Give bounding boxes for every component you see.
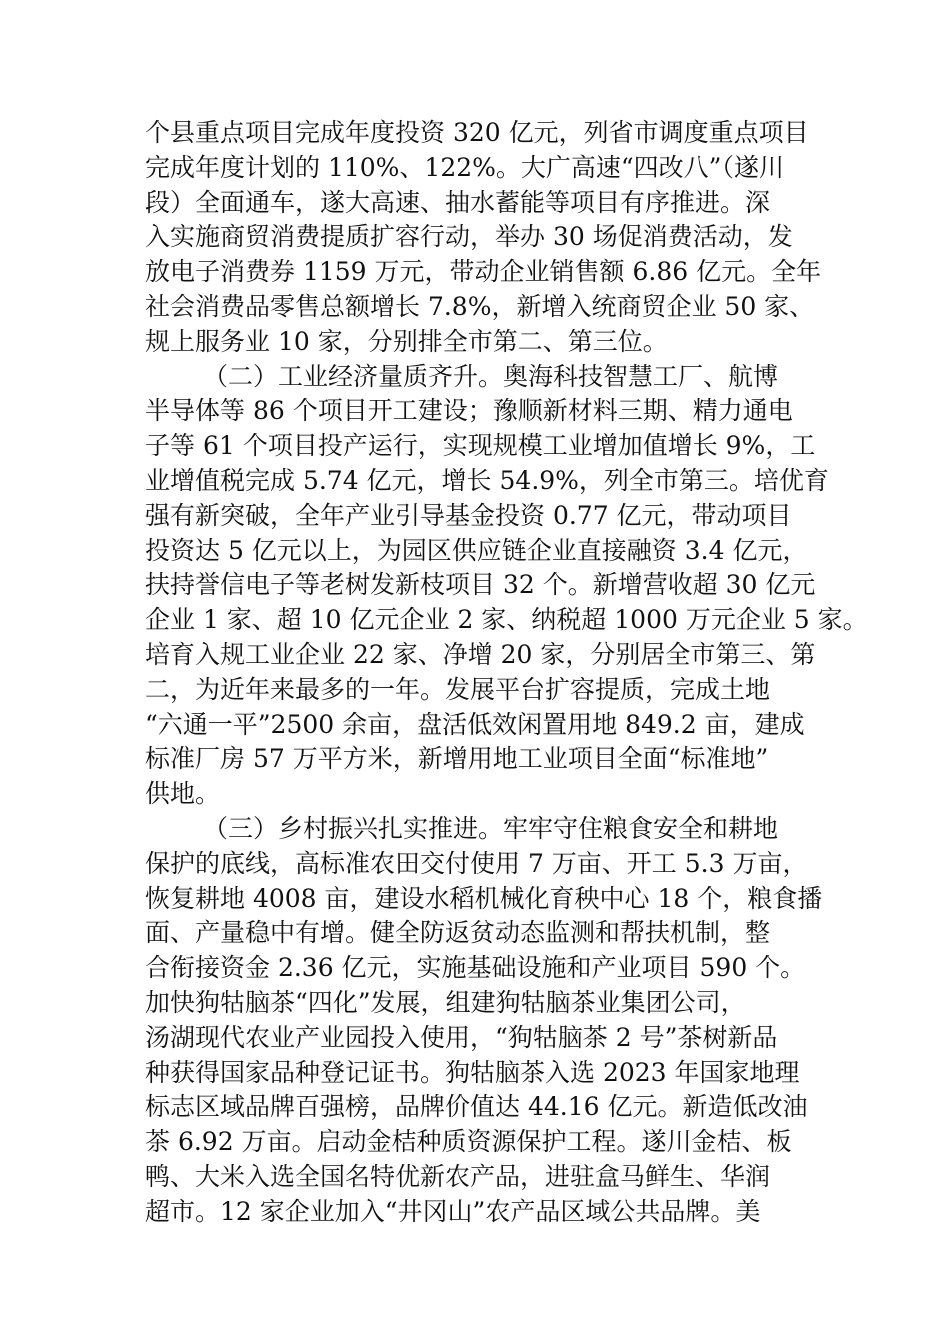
text-line: 强有新突破，全年产业引导基金投资 0.77 亿元，带动项目 bbox=[145, 500, 792, 530]
text-line: 标准厂房 57 万平方米，新增用地工业项目全面“标准地” bbox=[145, 744, 769, 774]
text-line: 业增值税完成 5.74 亿元，增长 54.9%，列全市第三。培优育 bbox=[145, 465, 829, 495]
text-line: 面、产量稳中有增。健全防返贫动态监测和帮扶机制，整 bbox=[145, 918, 771, 948]
text-line: 培育入规工业企业 22 家、净增 20 家，分别居全市第三、第 bbox=[145, 639, 816, 669]
text-line: 超市。12 家企业加入“井冈山”农产品区域公共品牌。美 bbox=[145, 1196, 761, 1226]
text-line: 恢复耕地 4008 亩，建设水稻机械化育秧中心 18 个，粮食播 bbox=[145, 883, 823, 913]
text-line: 供地。 bbox=[145, 779, 221, 809]
text-line: 半导体等 86 个项目开工建设；豫顺新材料三期、精力通电 bbox=[145, 396, 793, 426]
text-line: 入实施商贸消费提质扩容行动，举办 30 场促消费活动，发 bbox=[145, 222, 793, 252]
text-line: 合衔接资金 2.36 亿元，实施基础设施和产业项目 590 个。 bbox=[145, 953, 806, 983]
text-line: 规上服务业 10 家，分别排全市第二、第三位。 bbox=[145, 326, 668, 356]
text-line: 子等 61 个项目投产运行，实现规模工业增加值增长 9%，工 bbox=[145, 431, 816, 461]
text-line: 茶 6.92 万亩。启动金桔种质资源保护工程。遂川金桔、板 bbox=[145, 1127, 792, 1157]
section-heading-line: （二）工业经济量质齐升。奥海科技智慧工厂、航博 bbox=[203, 361, 779, 391]
text-line: 加快狗牯脑茶“四化”发展，组建狗牯脑茶业集团公司， bbox=[145, 987, 746, 1017]
text-line: 保护的底线，高标准农田交付使用 7 万亩、开工 5.3 万亩， bbox=[145, 848, 808, 878]
text-line: 完成年度计划的 110%、122%。大广高速“四改八”（遂川 bbox=[145, 152, 784, 182]
section-heading-line: （三）乡村振兴扎实推进。牢牢守住粮食安全和耕地 bbox=[203, 813, 779, 843]
text-line: 企业 1 家、超 10 亿元企业 2 家、纳税超 1000 万元企业 5 家。 bbox=[145, 605, 868, 635]
text-line: “六通一平”2500 余亩，盘活低效闲置用地 849.2 亩，建成 bbox=[145, 709, 805, 739]
text-line: 放电子消费券 1159 万元，带动企业销售额 6.86 亿元。全年 bbox=[145, 257, 822, 287]
text-line: 汤湖现代农业产业园投入使用，“狗牯脑茶 2 号”茶树新品 bbox=[145, 1022, 778, 1052]
text-line: 扶持誉信电子等老树发新枝项目 32 个。新增营收超 30 亿元 bbox=[145, 570, 816, 600]
text-line: 标志区域品牌百强榜，品牌价值达 44.16 亿元。新造低改油 bbox=[145, 1092, 808, 1122]
document-body bbox=[145, 116, 868, 1230]
text-line: 鸭、大米入选全国名特优新农产品，进驻盒马鲜生、华润 bbox=[145, 1161, 771, 1191]
text-line: 投资达 5 亿元以上，为园区供应链企业直接融资 3.4 亿元， bbox=[145, 535, 808, 565]
text-line: 段）全面通车，遂大高速、抽水蓄能等项目有序推进。深 bbox=[145, 187, 771, 217]
text-line: 种获得国家品种登记证书。狗牯脑茶入选 2023 年国家地理 bbox=[145, 1057, 800, 1087]
text-line: 社会消费品零售总额增长 7.8%，新增入统商贸企业 50 家、 bbox=[145, 291, 815, 321]
text-line: 二，为近年来最多的一年。发展平台扩容提质，完成土地 bbox=[145, 674, 771, 704]
text-line: 个县重点项目完成年度投资 320 亿元，列省市调度重点项目 bbox=[145, 118, 809, 147]
